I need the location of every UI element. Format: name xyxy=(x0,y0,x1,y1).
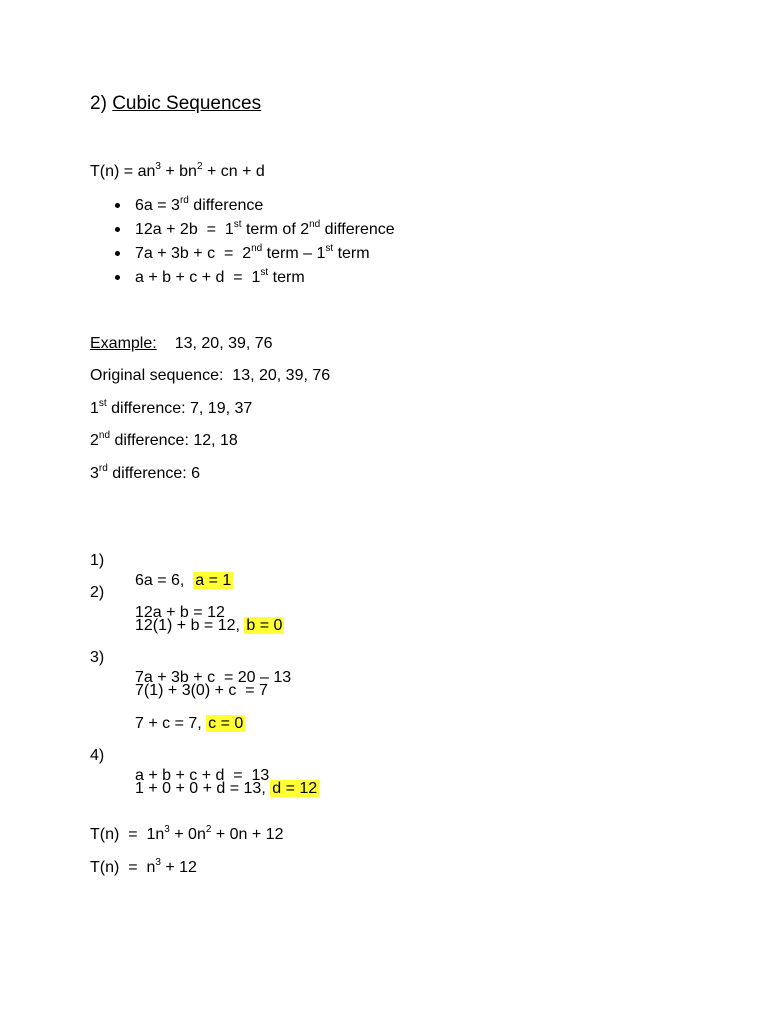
general-form-part: + cn + d xyxy=(202,163,265,180)
step-expr: 12(1) + b = 12, xyxy=(135,617,245,634)
rule-item xyxy=(115,196,395,220)
step-answer-highlight: b = 0 xyxy=(246,617,283,634)
step-number: 2) xyxy=(90,584,105,601)
rule-sup: st xyxy=(325,243,334,254)
step-answer-highlight: d = 12 xyxy=(272,780,318,797)
step-answer-highlight: a = 1 xyxy=(195,572,232,589)
step-3 xyxy=(0,628,768,686)
rule-text: 7a + 3b + c = 2 xyxy=(135,245,252,262)
rule-sup: rd xyxy=(179,195,189,206)
general-form xyxy=(90,162,265,182)
rule-sup: st xyxy=(233,219,242,230)
rule-text: 12a + 2b = 1 xyxy=(135,221,234,238)
result-simplified xyxy=(90,858,197,878)
result-part: T(n) = 1n xyxy=(90,826,165,843)
diff-text: difference: 12, 18 xyxy=(110,432,238,449)
step-expr: 7 + c = 7, xyxy=(135,715,207,732)
step-answer-highlight: c = 0 xyxy=(208,715,244,732)
step-4 xyxy=(0,726,768,784)
rule-text: term of 2 xyxy=(241,221,310,238)
rule-text: difference xyxy=(320,221,395,238)
result-expanded xyxy=(90,825,283,845)
example-label: Example: xyxy=(90,335,157,352)
rule-item xyxy=(115,244,395,268)
result-part: + 0n xyxy=(169,826,206,843)
example-values: 13, 20, 39, 76 xyxy=(174,335,273,352)
example-line xyxy=(90,334,273,354)
result-part: + 12 xyxy=(160,859,197,876)
rule-text: term xyxy=(333,245,370,262)
step-1 xyxy=(0,531,768,589)
page-title xyxy=(90,94,261,114)
result-sup: 2 xyxy=(205,824,212,835)
rules-list xyxy=(115,196,395,292)
diff-ordinal: 2 xyxy=(90,432,99,449)
bullet-icon xyxy=(115,203,120,208)
step-expr: 7a + 3b + c = 20 – 13 xyxy=(135,669,292,686)
title-number: 2) xyxy=(90,93,113,114)
step-number: 4) xyxy=(90,747,105,764)
result-part: T(n) = n xyxy=(90,859,156,876)
step-expr: 7(1) + 3(0) + c = 7 xyxy=(135,682,268,699)
step-3-cont xyxy=(0,661,768,699)
diff-text: difference: 7, 19, 37 xyxy=(106,400,253,417)
third-difference xyxy=(90,464,200,484)
rule-sup: nd xyxy=(309,219,321,230)
general-form-part: T(n) = an xyxy=(90,163,156,180)
general-form-sup: 2 xyxy=(196,161,203,172)
diff-sup: nd xyxy=(98,430,111,441)
first-difference xyxy=(90,399,252,419)
step-expr: 12a + b = 12 xyxy=(135,604,225,621)
result-sup: 3 xyxy=(155,857,161,868)
step-text xyxy=(135,779,319,799)
result-sup: 3 xyxy=(164,824,170,835)
step-3-cont2 xyxy=(0,694,768,732)
result-part: + 0n + 12 xyxy=(211,826,284,843)
step-expr: a + b + c + d = 13 xyxy=(135,767,270,784)
general-form-sup: 3 xyxy=(155,161,161,172)
bullet-icon xyxy=(115,227,120,232)
diff-ordinal: 1 xyxy=(90,400,99,417)
step-2 xyxy=(0,563,768,621)
diff-sup: rd xyxy=(98,463,108,474)
bullet-icon xyxy=(115,275,120,280)
rule-sup: nd xyxy=(251,243,263,254)
second-difference xyxy=(90,431,238,451)
rule-sup: st xyxy=(260,267,269,278)
title-text: Cubic Sequences xyxy=(112,93,262,114)
rule-text: term xyxy=(268,269,305,286)
rule-item xyxy=(115,220,395,244)
diff-text: difference: 6 xyxy=(107,465,201,482)
rule-item xyxy=(115,268,395,292)
step-expr: 6a = 6, xyxy=(135,572,194,589)
rule-text: 6a = 3 xyxy=(135,197,180,214)
step-expr: 1 + 0 + 0 + d = 13, xyxy=(135,780,271,797)
rule-text: a + b + c + d = 1 xyxy=(135,269,261,286)
step-2-cont xyxy=(0,596,768,634)
step-4-cont xyxy=(0,759,768,797)
diff-ordinal: 3 xyxy=(90,465,99,482)
rule-text: difference xyxy=(188,197,264,214)
rule-text: term – 1 xyxy=(262,245,326,262)
original-sequence: Original sequence: 13, 20, 39, 76 xyxy=(90,367,331,384)
step-number: 1) xyxy=(90,552,105,569)
diff-sup: st xyxy=(98,398,107,409)
step-number: 3) xyxy=(90,649,105,666)
bullet-icon xyxy=(115,251,120,256)
general-form-part: + bn xyxy=(160,163,197,180)
